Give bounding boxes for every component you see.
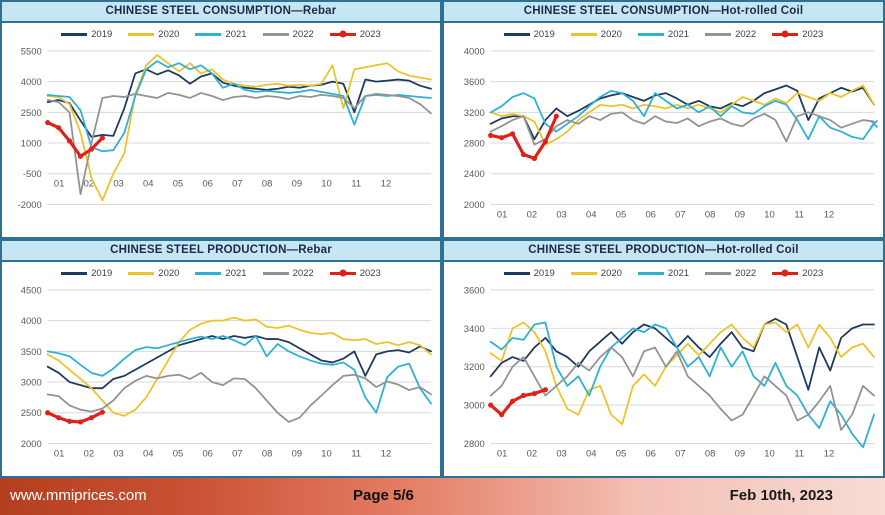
legend-label-2022: 2022	[292, 267, 314, 279]
chart-title: CHINESE STEEL PRODUCTION—Rebar	[2, 241, 440, 262]
series-point-2023	[542, 139, 547, 144]
series-point-2023	[56, 415, 61, 420]
x-axis-tick-label: 01	[496, 208, 507, 220]
legend-label-2021: 2021	[667, 267, 690, 279]
x-axis-tick-label: 11	[351, 177, 362, 189]
legend-label-2021: 2021	[667, 28, 690, 40]
legend-item-2021	[638, 29, 689, 40]
series-line-2023	[490, 390, 545, 415]
page-number: Page 5/6	[353, 487, 414, 504]
y-axis-tick-label: 3000	[20, 376, 42, 388]
legend-swatch-2020	[128, 33, 154, 36]
x-axis-tick-label: 06	[644, 447, 656, 459]
legend-swatch-2023	[772, 272, 798, 276]
x-axis-tick-label: 03	[113, 447, 124, 459]
x-axis-tick-label: 04	[143, 447, 154, 459]
x-axis-tick-label: 10	[763, 447, 775, 459]
series-point-2023	[67, 419, 72, 424]
legend-label-2020: 2020	[158, 28, 180, 40]
series-point-2023	[520, 393, 525, 398]
x-axis-tick-label: 10	[321, 177, 332, 189]
x-axis-tick-label: 05	[615, 208, 626, 220]
legend-label-2021: 2021	[225, 28, 247, 40]
legend-label-2019: 2019	[533, 267, 555, 279]
x-axis-tick-label: 08	[704, 208, 715, 220]
y-axis-tick-label: 4500	[20, 284, 42, 296]
legend-label-2023: 2023	[802, 267, 824, 279]
x-axis-tick-label: 01	[53, 447, 65, 459]
chart-title: CHINESE STEEL CONSUMPTION—Rebar	[2, 2, 440, 23]
x-axis-tick-label: 12	[823, 208, 834, 220]
x-axis-tick-label: 03	[555, 208, 567, 220]
chart-legend	[444, 265, 883, 282]
x-axis-tick-label: 07	[232, 177, 243, 189]
report-date: Feb 10th, 2023	[729, 487, 833, 504]
x-axis-tick-label: 07	[674, 208, 686, 220]
x-axis-tick-label: 12	[823, 447, 834, 459]
x-axis-tick-label: 11	[351, 447, 362, 459]
legend-marker-dot	[782, 31, 789, 38]
chart-title: CHINESE STEEL CONSUMPTION—Hot-rolled Coil	[444, 2, 883, 23]
x-axis-tick-label: 03	[555, 447, 567, 459]
legend-label-2022: 2022	[735, 28, 757, 40]
x-axis-tick-label: 07	[232, 447, 243, 459]
x-axis-tick-label: 02	[526, 447, 537, 459]
legend-label-2022: 2022	[292, 28, 314, 40]
legend-label-2022: 2022	[735, 267, 757, 279]
x-axis-tick-label: 09	[291, 447, 303, 459]
footer-bar	[0, 478, 885, 515]
chart-panel-production-rebar	[0, 239, 442, 478]
legend-item-2023	[330, 29, 381, 40]
series-point-2023	[89, 415, 94, 420]
legend-swatch-2019	[504, 272, 530, 275]
series-point-2023	[499, 412, 504, 417]
y-axis-tick-label: 3400	[463, 322, 485, 334]
legend-item-2023	[772, 29, 823, 40]
x-axis-tick-label: 05	[615, 447, 626, 459]
y-axis-tick-label: 3600	[463, 75, 485, 87]
legend-item-2023	[330, 268, 381, 279]
series-point-2023	[45, 120, 50, 125]
legend-item-2022	[705, 29, 756, 40]
chart-plot	[2, 282, 440, 476]
x-axis-tick-label: 04	[585, 447, 597, 459]
legend-swatch-2019	[61, 33, 87, 36]
series-point-2023	[509, 399, 514, 404]
y-axis-tick-label: 1000	[20, 137, 42, 149]
chart-legend	[2, 265, 440, 282]
legend-label-2020: 2020	[600, 267, 622, 279]
legend-label-2021: 2021	[225, 267, 247, 279]
legend-label-2020: 2020	[158, 267, 180, 279]
chart-panel-production-hrc	[442, 239, 885, 478]
series-point-2023	[89, 146, 94, 151]
series-point-2023	[531, 391, 536, 396]
x-axis-tick-label: 09	[734, 447, 745, 459]
series-point-2023	[100, 409, 105, 414]
legend-label-2023: 2023	[359, 267, 381, 279]
chart-plot	[2, 43, 440, 237]
y-axis-tick-label: 3200	[463, 361, 485, 373]
legend-label-2019: 2019	[533, 28, 555, 40]
legend-item-2023	[772, 268, 823, 279]
y-axis-tick-label: 2500	[20, 407, 42, 419]
legend-swatch-2020	[571, 272, 597, 275]
legend-label-2020: 2020	[600, 28, 622, 40]
legend-swatch-2019	[504, 33, 530, 36]
x-axis-tick-label: 11	[793, 208, 804, 220]
series-line-2023	[48, 122, 103, 156]
legend-swatch-2021	[195, 33, 221, 36]
x-axis-tick-label: 10	[763, 208, 775, 220]
legend-item-2020	[571, 29, 622, 40]
series-point-2023	[499, 135, 504, 140]
series-point-2023	[78, 419, 83, 424]
y-axis-tick-label: 2400	[463, 168, 485, 180]
x-axis-tick-label: 04	[143, 177, 154, 189]
series-line-2022	[48, 373, 431, 422]
legend-item-2019	[61, 268, 112, 279]
series-point-2023	[56, 125, 61, 130]
chart-title: CHINESE STEEL PRODUCTION—Hot-rolled Coil	[444, 241, 883, 262]
x-axis-tick-label: 02	[526, 208, 537, 220]
x-axis-tick-label: 09	[291, 177, 303, 189]
legend-item-2021	[195, 29, 246, 40]
legend-label-2023: 2023	[802, 28, 824, 40]
series-point-2023	[45, 410, 50, 415]
series-point-2023	[78, 154, 83, 159]
y-axis-tick-label: 2800	[463, 437, 485, 449]
y-axis-tick-label: -500	[22, 168, 42, 180]
series-line-2021	[48, 336, 431, 413]
x-axis-tick-label: 06	[202, 447, 213, 459]
series-point-2023	[531, 156, 536, 161]
legend-swatch-2023	[330, 272, 356, 276]
chart-legend	[444, 26, 883, 43]
series-line-2023	[48, 412, 103, 422]
series-point-2023	[100, 135, 105, 140]
x-axis-tick-label: 12	[380, 447, 392, 459]
series-line-2020	[48, 317, 431, 415]
legend-swatch-2022	[263, 33, 289, 36]
y-axis-tick-label: 5500	[20, 45, 42, 57]
legend-swatch-2019	[61, 272, 87, 275]
legend-item-2020	[571, 268, 622, 279]
x-axis-tick-label: 11	[793, 447, 804, 459]
x-axis-tick-label: 02	[83, 177, 95, 189]
series-point-2023	[520, 152, 525, 157]
legend-item-2021	[195, 268, 246, 279]
y-axis-tick-label: -2000	[17, 198, 42, 210]
y-axis-tick-label: 2500	[20, 106, 42, 118]
legend-item-2019	[504, 268, 555, 279]
y-axis-tick-label: 2000	[463, 198, 485, 210]
website-link[interactable]: www.mmiprices.com	[10, 487, 147, 504]
series-line-2021	[48, 61, 431, 151]
chart-plot	[445, 282, 883, 476]
legend-item-2019	[504, 29, 555, 40]
series-line-2019	[48, 69, 431, 137]
series-point-2023	[67, 138, 72, 143]
y-axis-tick-label: 3000	[463, 399, 485, 411]
legend-swatch-2023	[330, 33, 356, 37]
x-axis-tick-label: 08	[704, 447, 715, 459]
legend-swatch-2020	[571, 33, 597, 36]
legend-swatch-2022	[705, 272, 731, 275]
x-axis-tick-label: 06	[202, 177, 213, 189]
legend-swatch-2022	[263, 272, 289, 275]
legend-item-2021	[638, 268, 689, 279]
series-point-2023	[509, 131, 514, 136]
x-axis-tick-label: 01	[53, 177, 65, 189]
x-axis-tick-label: 01	[496, 447, 507, 459]
legend-label-2023: 2023	[359, 28, 381, 40]
x-axis-tick-label: 02	[83, 447, 95, 459]
x-axis-tick-label: 09	[734, 208, 745, 220]
legend-swatch-2021	[638, 272, 664, 275]
legend-swatch-2021	[195, 272, 221, 275]
legend-label-2019: 2019	[91, 267, 113, 279]
x-axis-tick-label: 08	[261, 177, 273, 189]
legend-item-2022	[263, 29, 314, 40]
y-axis-tick-label: 2800	[463, 137, 485, 149]
legend-swatch-2021	[638, 33, 664, 36]
legend-marker-dot	[782, 270, 789, 277]
x-axis-tick-label: 03	[113, 177, 124, 189]
y-axis-tick-label: 3600	[463, 284, 485, 296]
legend-marker-dot	[339, 31, 346, 38]
x-axis-tick-label: 08	[261, 447, 273, 459]
series-point-2023	[542, 387, 547, 392]
legend-item-2020	[128, 29, 179, 40]
chart-plot	[445, 43, 883, 237]
x-axis-tick-label: 05	[172, 447, 184, 459]
series-point-2023	[488, 133, 493, 138]
legend-label-2019: 2019	[91, 28, 113, 40]
chart-panel-consumption-hrc	[442, 0, 885, 239]
x-axis-tick-label: 12	[380, 177, 392, 189]
series-point-2023	[488, 402, 493, 407]
y-axis-tick-label: 3500	[20, 345, 42, 357]
y-axis-tick-label: 4000	[463, 45, 485, 57]
legend-swatch-2022	[705, 33, 731, 36]
legend-swatch-2023	[772, 33, 798, 37]
legend-marker-dot	[339, 270, 346, 277]
chart-legend	[2, 26, 440, 43]
x-axis-tick-label: 10	[321, 447, 332, 459]
legend-item-2019	[61, 29, 112, 40]
legend-item-2022	[705, 268, 756, 279]
x-axis-tick-label: 07	[674, 447, 686, 459]
x-axis-tick-label: 05	[172, 177, 184, 189]
x-axis-tick-label: 06	[644, 208, 656, 220]
legend-swatch-2020	[128, 272, 154, 275]
legend-item-2020	[128, 268, 179, 279]
y-axis-tick-label: 4000	[20, 75, 42, 87]
series-line-2020	[490, 322, 873, 424]
series-line-2019	[48, 336, 431, 388]
chart-panel-consumption-rebar	[0, 0, 442, 239]
y-axis-tick-label: 3200	[463, 106, 485, 118]
series-point-2023	[553, 113, 558, 118]
legend-item-2022	[263, 268, 314, 279]
x-axis-tick-label: 04	[585, 208, 597, 220]
y-axis-tick-label: 4000	[20, 314, 42, 326]
y-axis-tick-label: 2000	[20, 437, 42, 449]
